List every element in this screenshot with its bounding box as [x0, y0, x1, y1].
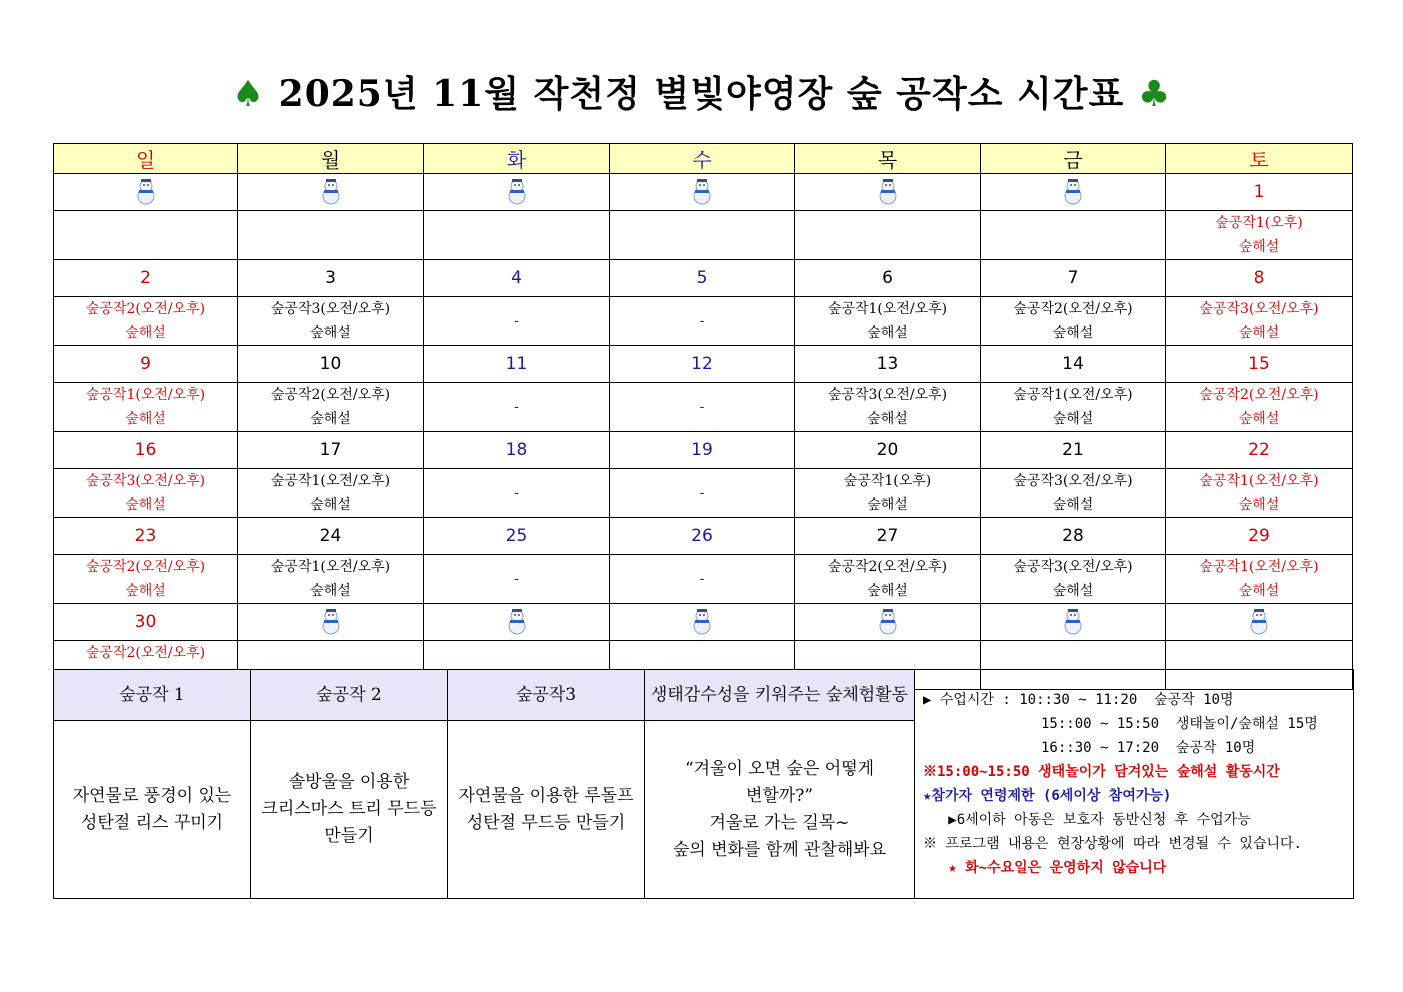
activity-cell	[795, 383, 981, 432]
date-cell	[424, 346, 610, 383]
activity-cell	[610, 297, 795, 346]
snowman-icon	[691, 178, 713, 206]
activity-cell	[238, 469, 424, 518]
date-number: 23	[134, 526, 157, 546]
date-number: 27	[876, 526, 899, 546]
activity-guide: 숲해설	[867, 497, 908, 513]
activity-program: 숲공작1(오후)	[843, 473, 932, 489]
activity-cell	[238, 297, 424, 346]
date-cell	[795, 346, 981, 383]
activity-guide: 숲해설	[310, 583, 351, 599]
activity-guide: 숲해설	[125, 583, 166, 599]
date-number: 17	[319, 440, 342, 460]
week-date-row	[54, 518, 1353, 555]
date-cell	[795, 260, 981, 297]
snowman-icon	[691, 608, 713, 636]
activity-guide: 숲해설	[867, 325, 908, 341]
date-cell	[795, 432, 981, 469]
activity-program: 숲공작3(오전/오후)	[827, 387, 948, 403]
activity-program: 숲공작3(오전/오후)	[270, 301, 391, 317]
empty-day-cell	[981, 604, 1166, 641]
activity-cell	[795, 555, 981, 604]
weekday-sun: 일	[54, 144, 238, 174]
week-activity-row	[54, 297, 1353, 346]
activity-guide: 숲해설	[1052, 583, 1094, 599]
activity-program: -	[514, 399, 519, 415]
activity-cell	[981, 555, 1166, 604]
snowman-icon	[320, 178, 342, 206]
activity-cell	[981, 469, 1166, 518]
activity-cell	[54, 469, 238, 518]
activity-cell	[795, 297, 981, 346]
note-program-change: ※ 프로그램 내용은 현장상황에 따라 변경될 수 있습니다.	[923, 836, 1302, 852]
program-header-2: 숲공작 2	[251, 670, 448, 721]
date-cell	[610, 518, 795, 555]
empty-day-cell	[795, 174, 981, 211]
empty-day-cell	[424, 174, 610, 211]
activity-cell	[981, 297, 1166, 346]
activity-cell	[424, 469, 610, 518]
date-number: 30	[134, 612, 157, 632]
empty-day-cell	[238, 604, 424, 641]
date-cell	[1166, 432, 1353, 469]
activity-guide: 숲해설	[310, 497, 351, 513]
snowman-icon	[877, 178, 899, 206]
empty-day-cell	[610, 174, 795, 211]
date-number: 5	[696, 268, 708, 288]
activity-program: 숲공작2(오전/오후)	[1013, 301, 1133, 317]
activity-cell	[795, 211, 981, 260]
date-number: 26	[691, 526, 713, 546]
activity-program: 숲공작1(오전/오후)	[85, 387, 206, 403]
activity-program: 숲공작2(오전/오후)	[85, 645, 206, 661]
activity-guide: 숲해설	[1238, 497, 1280, 513]
activity-cell	[238, 211, 424, 260]
activity-guide: 숲해설	[125, 411, 166, 427]
activity-cell	[1166, 469, 1353, 518]
class-time-line-1: ▶ 수업시간 : 10::30 ~ 11:20 숲공작 10명	[923, 692, 1234, 708]
date-number: 18	[505, 440, 528, 460]
date-cell	[1166, 346, 1353, 383]
activity-cell	[238, 383, 424, 432]
date-cell	[238, 432, 424, 469]
program-header-3: 숲공작3	[448, 670, 645, 721]
date-number: 24	[319, 526, 342, 546]
snowman-icon	[506, 178, 528, 206]
week-date-row	[54, 604, 1353, 641]
activity-guide: 숲해설	[867, 411, 908, 427]
note-closed-days: ★ 화~수요일은 운영하지 않습니다	[923, 860, 1167, 876]
activity-guide: 숲해설	[125, 325, 166, 341]
date-number: 1	[1253, 182, 1265, 202]
class-time-line-2: 15::00 ~ 15:50 생태놀이/숲해설 15명	[923, 716, 1318, 732]
activity-program: -	[699, 399, 705, 415]
activity-guide: 숲해설	[310, 325, 351, 341]
date-cell	[610, 432, 795, 469]
club-icon: ♣	[1137, 74, 1172, 115]
snowman-icon	[1248, 608, 1270, 636]
date-cell	[981, 518, 1166, 555]
date-cell	[238, 518, 424, 555]
activity-program: 숲공작2(오전/오후)	[85, 559, 206, 575]
empty-day-cell	[795, 604, 981, 641]
activity-program: -	[699, 313, 705, 329]
snowman-icon	[135, 178, 157, 206]
activity-program: 숲공작1(오후)	[1215, 215, 1303, 231]
program-desc-3: 자연물을 이용한 루돌프 성탄절 무드등 만들기	[448, 721, 645, 899]
activity-program: -	[514, 313, 519, 329]
note-forest-guide-time: ※15:00~15:50 생태놀이가 담겨있는 숲해설 활동시간	[923, 764, 1280, 780]
activity-program: 숲공작1(오전/오후)	[1013, 387, 1133, 403]
activity-cell	[1166, 297, 1353, 346]
date-cell	[54, 432, 238, 469]
activity-cell	[54, 297, 238, 346]
activity-guide: 숲해설	[310, 411, 351, 427]
date-cell	[424, 260, 610, 297]
week-activity-row	[54, 555, 1353, 604]
week-date-row	[54, 346, 1353, 383]
date-number: 4	[511, 268, 522, 288]
activity-program: -	[699, 571, 705, 587]
activity-guide: 숲해설	[125, 497, 166, 513]
empty-day-cell	[424, 604, 610, 641]
activity-program: 숲공작1(오전/오후)	[1199, 473, 1319, 489]
activity-program: 숲공작2(오전/오후)	[827, 559, 948, 575]
activity-cell	[981, 383, 1166, 432]
date-cell	[981, 346, 1166, 383]
week-date-row	[54, 174, 1353, 211]
activity-cell	[424, 383, 610, 432]
date-number: 10	[319, 354, 342, 374]
program-info-table	[53, 669, 1354, 899]
date-cell	[54, 346, 238, 383]
activity-cell	[424, 297, 610, 346]
date-cell	[981, 432, 1166, 469]
activity-guide: 숲해설	[1238, 583, 1280, 599]
snowman-icon	[1062, 608, 1084, 636]
activity-guide: 숲해설	[1052, 497, 1094, 513]
date-cell	[424, 432, 610, 469]
date-number: 21	[1062, 440, 1084, 460]
empty-day-cell	[238, 174, 424, 211]
empty-day-cell	[1166, 604, 1353, 641]
date-number: 2	[140, 268, 151, 288]
activity-cell	[54, 555, 238, 604]
activity-program: 숲공작3(오전/오후)	[1013, 473, 1133, 489]
date-cell	[610, 346, 795, 383]
date-number: 22	[1248, 440, 1270, 460]
activity-cell	[238, 555, 424, 604]
program-desc-2: 솔방울을 이용한 크리스마스 트리 무드등 만들기	[251, 721, 448, 899]
activity-guide: 숲해설	[1238, 239, 1280, 255]
activity-cell	[981, 211, 1166, 260]
date-cell	[1166, 260, 1353, 297]
page-title	[0, 66, 1403, 117]
week-date-row	[54, 260, 1353, 297]
date-number: 9	[140, 354, 151, 374]
date-cell	[54, 518, 238, 555]
week-activity-row	[54, 383, 1353, 432]
activity-program: 숲공작2(오전/오후)	[85, 301, 206, 317]
activity-cell	[424, 555, 610, 604]
activity-program: 숲공작3(오전/오후)	[85, 473, 206, 489]
activity-guide: 숲해설	[1238, 325, 1280, 341]
date-number: 20	[876, 440, 899, 460]
activity-guide: 숲해설	[1052, 411, 1094, 427]
class-time-line-3: 16::30 ~ 17:20 숲공작 10명	[923, 740, 1256, 756]
calendar-table	[53, 143, 1353, 690]
date-number: 3	[325, 268, 336, 288]
notes-panel	[915, 670, 1354, 899]
date-number: 8	[1253, 268, 1265, 288]
weekday-thu: 목	[795, 144, 981, 174]
date-number: 6	[882, 268, 893, 288]
note-guardian: ▶6세이하 아동은 보호자 동반신청 후 수업가능	[923, 812, 1251, 828]
weekday-header-row	[54, 144, 1353, 174]
snowman-icon	[1062, 178, 1084, 206]
activity-guide: 숲해설	[867, 583, 908, 599]
empty-day-cell	[610, 604, 795, 641]
activity-cell	[795, 469, 981, 518]
activity-cell	[54, 383, 238, 432]
activity-cell	[610, 555, 795, 604]
program-header-1: 숲공작 1	[54, 670, 251, 721]
activity-cell	[610, 211, 795, 260]
activity-guide: 숲해설	[1052, 325, 1094, 341]
date-cell	[424, 518, 610, 555]
snowman-icon	[506, 608, 528, 636]
date-cell	[54, 260, 238, 297]
date-number: 28	[1062, 526, 1084, 546]
activity-cell	[1166, 211, 1353, 260]
date-number: 13	[876, 354, 899, 374]
snowman-icon	[877, 608, 899, 636]
weekday-sat: 토	[1166, 144, 1353, 174]
activity-program: 숲공작1(오전/오후)	[270, 473, 391, 489]
date-number: 19	[691, 440, 713, 460]
activity-cell	[1166, 555, 1353, 604]
activity-cell	[54, 211, 238, 260]
activity-program: 숲공작3(오전/오후)	[1013, 559, 1133, 575]
activity-program: 숲공작2(오전/오후)	[1199, 387, 1319, 403]
week-activity-row	[54, 211, 1353, 260]
program-desc-4: “겨울이 오면 숲은 어떻게 변할까?” 겨울로 가는 길목~ 숲의 변화를 함께 관찰해봐요	[645, 721, 915, 899]
empty-day-cell	[981, 174, 1166, 211]
date-cell	[610, 260, 795, 297]
week-activity-row	[54, 469, 1353, 518]
activity-cell	[424, 211, 610, 260]
date-number: 12	[691, 354, 713, 374]
date-number: 7	[1067, 268, 1079, 288]
program-desc-1: 자연물로 풍경이 있는 성탄절 리스 꾸미기	[54, 721, 251, 899]
activity-program: 숲공작1(오전/오후)	[1199, 559, 1319, 575]
title-text: 2025년 11월 작천정 별빛야영장 숲 공작소 시간표	[278, 73, 1125, 115]
weekday-mon: 월	[238, 144, 424, 174]
note-age-limit: ★참가자 연령제한 (6세이상 참여가능)	[923, 788, 1172, 804]
activity-cell	[1166, 383, 1353, 432]
date-number: 29	[1248, 526, 1270, 546]
activity-program: 숲공작3(오전/오후)	[1199, 301, 1319, 317]
activity-program: -	[699, 485, 705, 501]
activity-program: -	[514, 571, 519, 587]
activity-cell	[610, 383, 795, 432]
weekday-wed: 수	[610, 144, 795, 174]
weekday-fri: 금	[981, 144, 1166, 174]
activity-program: -	[514, 485, 519, 501]
weekday-tue: 화	[424, 144, 610, 174]
activity-program: 숲공작1(오전/오후)	[270, 559, 391, 575]
date-cell	[1166, 174, 1353, 211]
date-number: 25	[505, 526, 528, 546]
empty-day-cell	[54, 174, 238, 211]
date-cell	[54, 604, 238, 641]
date-number: 15	[1248, 354, 1270, 374]
date-cell	[1166, 518, 1353, 555]
date-cell	[238, 346, 424, 383]
date-cell	[795, 518, 981, 555]
activity-guide: 숲해설	[1238, 411, 1280, 427]
activity-cell	[610, 469, 795, 518]
snowman-icon	[320, 608, 342, 636]
date-cell	[238, 260, 424, 297]
date-cell	[981, 260, 1166, 297]
activity-program: 숲공작1(오전/오후)	[827, 301, 948, 317]
week-date-row	[54, 432, 1353, 469]
date-number: 14	[1062, 354, 1084, 374]
spade-icon: ♠	[231, 74, 266, 115]
activity-program: 숲공작2(오전/오후)	[270, 387, 391, 403]
date-number: 11	[505, 354, 528, 374]
date-number: 16	[134, 440, 157, 460]
program-header-4: 생태감수성을 키워주는 숲체험활동	[645, 670, 915, 721]
